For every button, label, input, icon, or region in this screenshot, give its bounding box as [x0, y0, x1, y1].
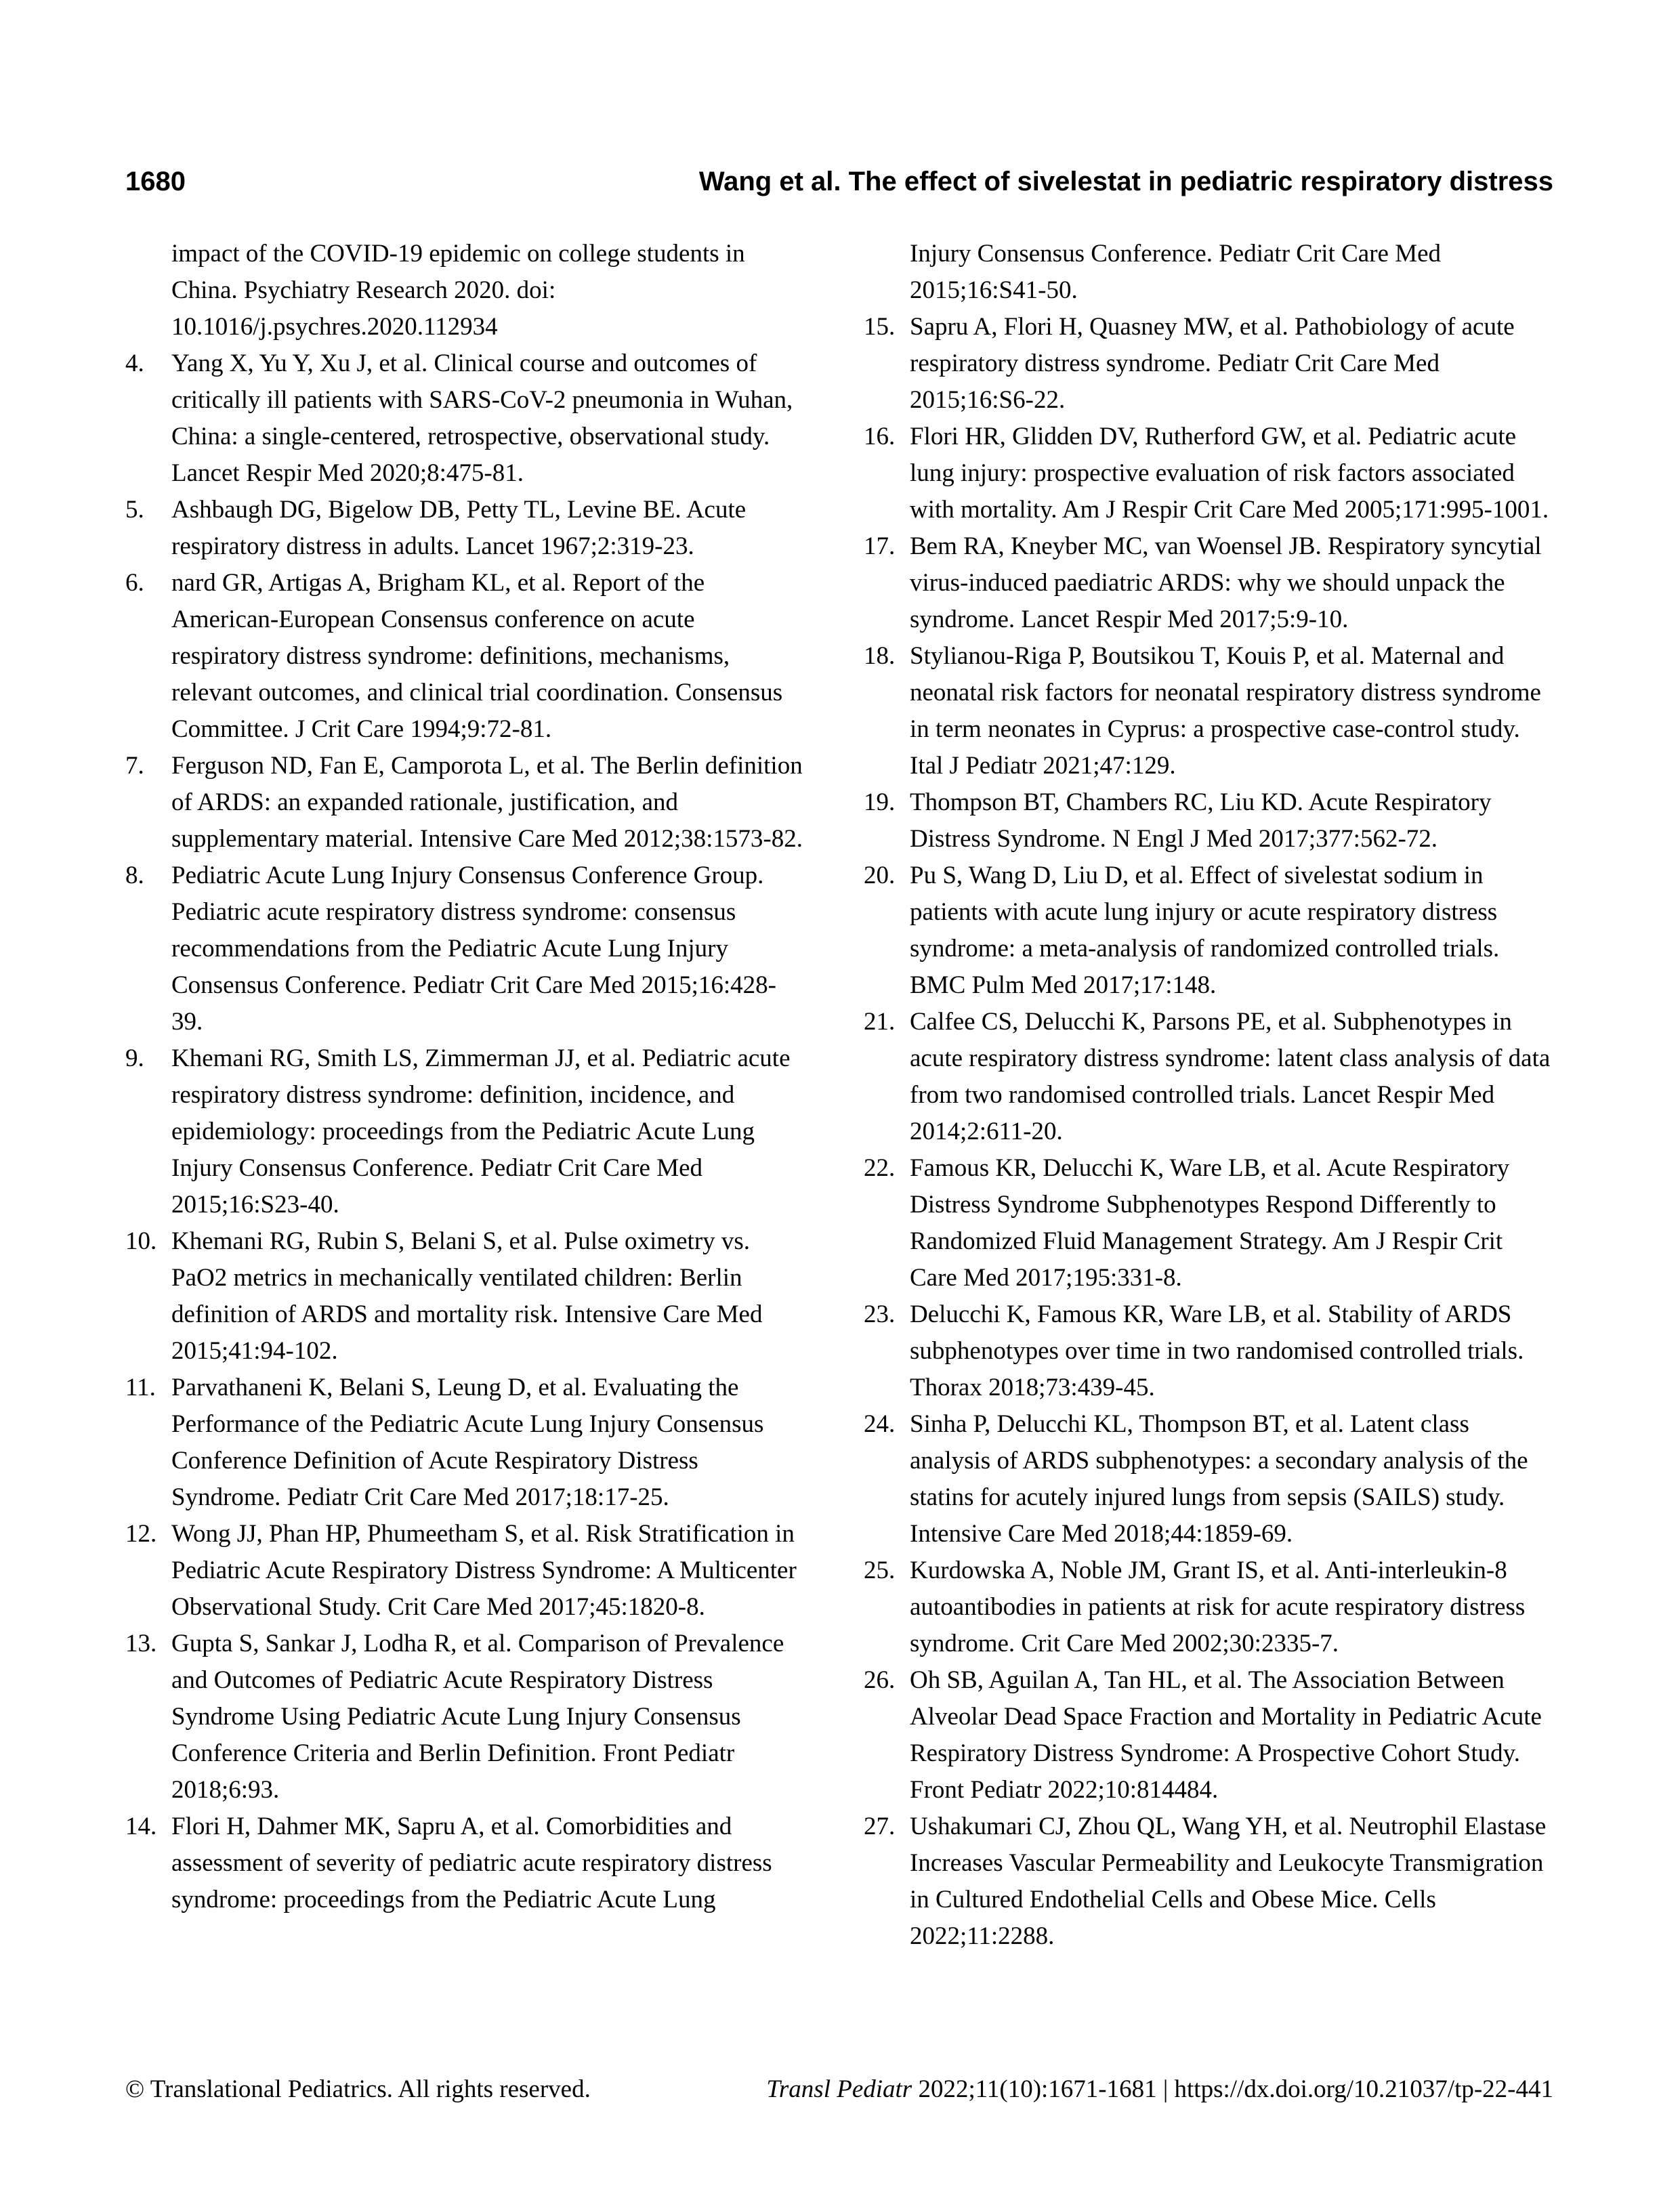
- reference-item: [125, 1370, 803, 1516]
- reference-text: Khemani RG, Smith LS, Zimmerman JJ, et al. Pediatric acute respiratory distress syndrome: definition, incidence, and epidemiology: proceedings from the Pediatric Acute Lung Injury Consensus Conference. Pediatr Crit Care Med 2015;16:S23-40.: [171, 1044, 791, 1219]
- reference-text: Injury Consensus Conference. Pediatr Crit Care Med 2015;16:S41-50.: [910, 240, 1442, 304]
- reference-text: Yang X, Yu Y, Xu J, et al. Clinical course and outcomes of critically ill patients with SARS-CoV-2 pneumonia in Wuhan, China: a single-centered, retrospective, observational study. Lancet Respir Med 2020;8:475-81.: [171, 350, 793, 487]
- reference-number: 16.: [864, 423, 896, 450]
- citation-journal: Transl Pediatr: [766, 2075, 912, 2103]
- reference-text: Gupta S, Sankar J, Lodha R, et al. Comparison of Prevalence and Outcomes of Pediatric Acute Respiratory Distress Syndrome Using Pediatric Acute Lung Injury Consensus Conference Criteria and Berlin Definition. Front Pediatr 2018;6:93.: [171, 1630, 784, 1804]
- reference-number: 23.: [864, 1300, 896, 1328]
- reference-item: [125, 748, 803, 858]
- reference-number: 24.: [864, 1410, 896, 1438]
- reference-text: Khemani RG, Rubin S, Belani S, et al. Pulse oximetry vs. PaO2 metrics in mechanically ventilated children: Berlin definition of ARDS and mortality risk. Intensive Care Med 2015;41:94-102.: [171, 1227, 763, 1365]
- reference-item: [864, 1552, 1555, 1662]
- reference-text: Pu S, Wang D, Liu D, et al. Effect of sivelestat sodium in patients with acute lung injury or acute respiratory distress syndrome: a meta-analysis of randomized controlled trials. BMC Pulm Med 2017;17:148.: [910, 862, 1500, 999]
- reference-number: 8.: [125, 862, 144, 889]
- reference-item: [864, 1808, 1555, 1955]
- reference-number: 18.: [864, 642, 896, 670]
- reference-number: 9.: [125, 1044, 144, 1072]
- copyright-notice: © Translational Pediatrics. All rights reserved.: [125, 2075, 591, 2103]
- reference-text: Famous KR, Delucchi K, Ware LB, et al. Acute Respiratory Distress Syndrome Subphenotypes Respond Differently to Randomized Fluid Management Strategy. Am J Respir Crit Care Med 2017;195:331-8.: [910, 1154, 1510, 1292]
- reference-number: 25.: [864, 1557, 896, 1584]
- reference-item: [125, 1626, 803, 1808]
- page-number: 1680: [125, 167, 186, 196]
- reference-item: [864, 1406, 1555, 1552]
- reference-item: [864, 858, 1555, 1004]
- reference-text: Thompson BT, Chambers RC, Liu KD. Acute Respiratory Distress Syndrome. N Engl J Med 2017;377:562-72.: [910, 788, 1492, 853]
- citation-line: [766, 2074, 1553, 2105]
- reference-text: Sapru A, Flori H, Quasney MW, et al. Pathobiology of acute respiratory distress syndrome. Pediatr Crit Care Med 2015;16:S6-22.: [910, 313, 1515, 414]
- reference-number: 6.: [125, 569, 144, 597]
- reference-item: [864, 419, 1555, 528]
- reference-number: 19.: [864, 788, 896, 816]
- reference-item: [125, 345, 803, 492]
- reference-item: [125, 236, 803, 345]
- reference-text: Ashbaugh DG, Bigelow DB, Petty TL, Levine BE. Acute respiratory distress in adults. Lancet 1967;2:319-23.: [171, 496, 747, 560]
- reference-text: Flori H, Dahmer MK, Sapru A, et al. Comorbidities and assessment of severity of pediatric acute respiratory distress syndrome: proceedings from the Pediatric Acute Lung: [171, 1813, 772, 1913]
- reference-list-right: [864, 236, 1555, 1955]
- reference-number: 14.: [125, 1813, 157, 1840]
- reference-item: [864, 309, 1555, 419]
- reference-item: [125, 492, 803, 565]
- running-title: Wang et al. The effect of sivelestat in pediatric respiratory distress: [698, 167, 1553, 196]
- reference-item: [864, 236, 1555, 309]
- reference-text: Pediatric Acute Lung Injury Consensus Conference Group. Pediatric acute respiratory distress syndrome: consensus recommendations from the Pediatric Acute Lung Injury Consensus Conference. Pediatr Crit Care Med 2015;16:428-39.: [171, 862, 776, 1036]
- reference-item: [125, 1040, 803, 1223]
- reference-item: [125, 1223, 803, 1370]
- citation-details: 2022;11(10):1671-1681 | https://dx.doi.org/10.21037/tp-22-441: [912, 2075, 1553, 2103]
- reference-number: 21.: [864, 1008, 896, 1036]
- reference-number: 26.: [864, 1666, 896, 1694]
- reference-number: 17.: [864, 532, 896, 560]
- reference-text: impact of the COVID-19 epidemic on college students in China. Psychiatry Research 2020. doi: 10.1016/j.psychres.2020.112934: [171, 240, 745, 341]
- reference-text: Bem RA, Kneyber MC, van Woensel JB. Respiratory syncytial virus-induced paediatric ARDS: why we should unpack the syndrome. Lancet Respir Med 2017;5:9-10.: [910, 532, 1542, 633]
- reference-item: [864, 784, 1555, 858]
- reference-text: Oh SB, Aguilan A, Tan HL, et al. The Association Between Alveolar Dead Space Fraction and Mortality in Pediatric Acute Respiratory Distress Syndrome: A Prospective Cohort Study. Front Pediatr 2022;10:814484.: [910, 1666, 1542, 1804]
- reference-item: [864, 1662, 1555, 1808]
- reference-item: [864, 638, 1555, 784]
- reference-text: nard GR, Artigas A, Brigham KL, et al. Report of the American-European Consensus conference on acute respiratory distress syndrome: definitions, mechanisms, relevant outcomes, and clinical trial coordination. Consensus Committee. J Crit Care 1994;9:72-81.: [171, 569, 783, 743]
- reference-number: 12.: [125, 1520, 157, 1548]
- reference-text: Wong JJ, Phan HP, Phumeetham S, et al. Risk Stratification in Pediatric Acute Respiratory Distress Syndrome: A Multicenter Observational Study. Crit Care Med 2017;45:1820-8.: [171, 1520, 797, 1621]
- running-header: [125, 165, 1553, 198]
- reference-number: 7.: [125, 752, 144, 780]
- reference-text: Calfee CS, Delucchi K, Parsons PE, et al. Subphenotypes in acute respiratory distress syndrome: latent class analysis of data from two randomised controlled trials. Lancet Respir Med 2014;2:611-20.: [910, 1008, 1551, 1145]
- reference-text: Sinha P, Delucchi KL, Thompson BT, et al. Latent class analysis of ARDS subphenotypes: a secondary analysis of the statins for acutely injured lungs from sepsis (SAILS) study. Intensive Care Med 2018;44:1859-69.: [910, 1410, 1528, 1548]
- reference-text: Ushakumari CJ, Zhou QL, Wang YH, et al. Neutrophil Elastase Increases Vascular Permeability and Leukocyte Transmigration in Cultured Endothelial Cells and Obese Mice. Cells 2022;11:2288.: [910, 1813, 1547, 1950]
- reference-item: [864, 1004, 1555, 1150]
- reference-text: Delucchi K, Famous KR, Ware LB, et al. Stability of ARDS subphenotypes over time in two randomised controlled trials. Thorax 2018;73:439-45.: [910, 1300, 1524, 1401]
- page-footer: [125, 2074, 1553, 2105]
- reference-number: 22.: [864, 1154, 896, 1182]
- reference-item: [125, 858, 803, 1040]
- reference-item: [864, 1150, 1555, 1296]
- reference-number: 10.: [125, 1227, 157, 1255]
- reference-text: Kurdowska A, Noble JM, Grant IS, et al. Anti-interleukin-8 autoantibodies in patients at risk for acute respiratory distress syndrome. Crit Care Med 2002;30:2335-7.: [910, 1557, 1526, 1657]
- reference-item: [125, 1808, 803, 1918]
- reference-number: 5.: [125, 496, 144, 524]
- reference-list-left: [125, 236, 803, 1955]
- reference-number: 15.: [864, 313, 896, 341]
- reference-item: [864, 1296, 1555, 1406]
- reference-text: Ferguson ND, Fan E, Camporota L, et al. The Berlin definition of ARDS: an expanded rationale, justification, and supplementary material. Intensive Care Med 2012;38:1573-82.: [171, 752, 803, 853]
- reference-item: [864, 528, 1555, 638]
- reference-item: [125, 565, 803, 748]
- references-section: [125, 236, 1555, 1955]
- reference-number: 20.: [864, 862, 896, 889]
- reference-number: 4.: [125, 350, 144, 377]
- reference-text: Flori HR, Glidden DV, Rutherford GW, et al. Pediatric acute lung injury: prospective evaluation of risk factors associated with mortality. Am J Respir Crit Care Med 2005;171:995-1001.: [910, 423, 1549, 524]
- reference-number: 27.: [864, 1813, 896, 1840]
- reference-number: 13.: [125, 1630, 157, 1657]
- reference-number: 11.: [125, 1374, 156, 1401]
- reference-item: [125, 1516, 803, 1626]
- reference-text: Stylianou-Riga P, Boutsikou T, Kouis P, et al. Maternal and neonatal risk factors for neonatal respiratory distress syndrome in term neonates in Cyprus: a prospective case-control study. Ital J Pediatr 2021;47:129.: [910, 642, 1541, 780]
- reference-text: Parvathaneni K, Belani S, Leung D, et al. Evaluating the Performance of the Pediatric Acute Lung Injury Consensus Conference Definition of Acute Respiratory Distress Syndrome. Pediatr Crit Care Med 2017;18:17-25.: [171, 1374, 764, 1511]
